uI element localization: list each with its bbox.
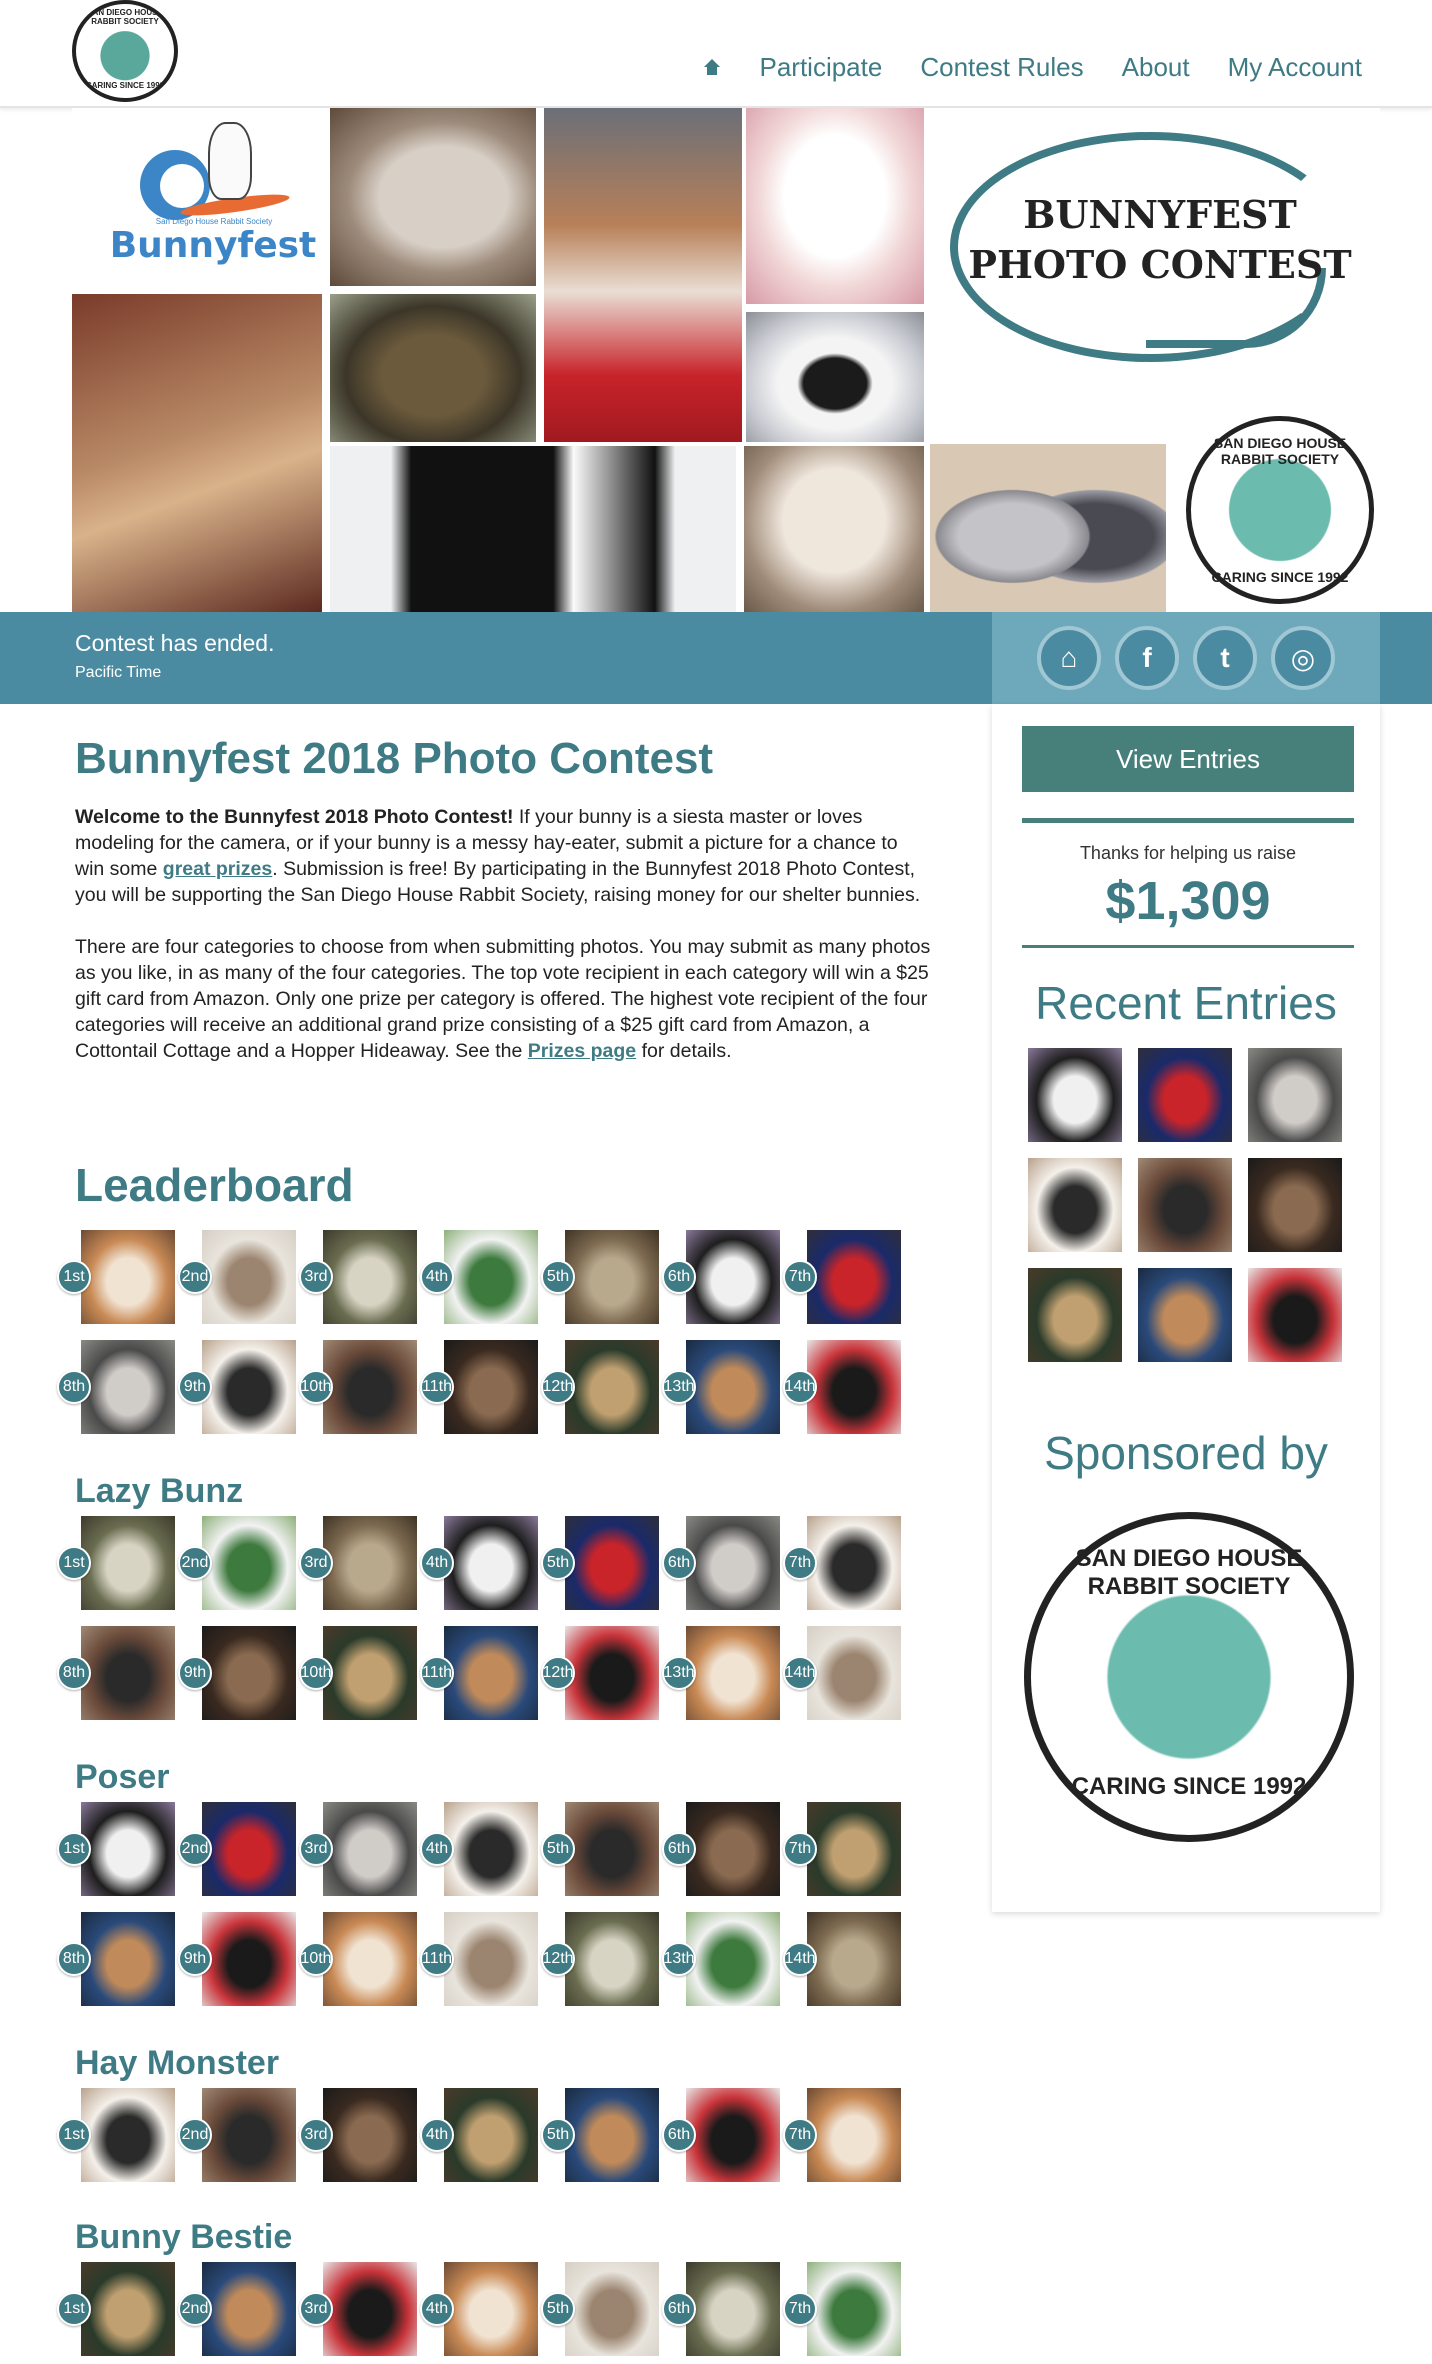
entry-thumbnail[interactable] [422,1340,538,1434]
rank-badge: 14th [783,1656,817,1690]
entry-thumbnail[interactable] [63,1516,175,1610]
social-links [992,612,1380,704]
category-grid-lazy-bunz [62,1516,935,1726]
rank-badge: 6th [662,2292,696,2326]
category-title-hay-monster[interactable]: Hay Monster [75,2044,280,2082]
entry-photo[interactable] [81,1626,175,1720]
entry-thumbnail[interactable] [300,1340,417,1434]
entry-thumbnail[interactable] [181,1516,296,1610]
rank-badge: 11th [420,1942,454,1976]
entry-thumbnail[interactable] [788,1230,901,1324]
entry-photo[interactable] [444,1912,538,2006]
rank-badge: 11th [420,1370,454,1404]
entry-photo[interactable] [444,2088,538,2182]
contest-status: Contest has ended. [75,630,275,656]
entry-photo[interactable] [807,1230,901,1324]
recent-entry-thumbnail[interactable] [1138,1048,1232,1142]
entry-thumbnail[interactable] [546,2262,659,2356]
entry-photo[interactable] [807,1802,901,1896]
home-icon[interactable] [703,59,721,77]
rank-badge: 14th [783,1370,817,1404]
home-icon[interactable]: ⌂ [1037,626,1101,690]
entry-photo[interactable] [807,2262,901,2356]
rank-badge: 2nd [178,2118,212,2152]
rank-badge: 3rd [299,1832,333,1866]
entry-photo[interactable] [323,1626,417,1720]
banner-photo [746,108,924,304]
leaderboard-title: Leaderboard [75,1159,354,1211]
rank-badge: 4th [420,2118,454,2152]
category-grid-bunny-bestie [63,2262,935,2362]
entry-photo[interactable] [323,2088,417,2182]
rank-badge: 2nd [178,1546,212,1580]
rank-badge: 9th [178,1942,212,1976]
entry-thumbnail[interactable] [546,1516,659,1610]
rank-badge: 1st [57,2118,91,2152]
intro-bold: Welcome to the Bunnyfest 2018 Photo Contest! [75,806,514,828]
rank-badge: 4th [420,1546,454,1580]
rank-badge: 11th [420,1656,454,1690]
nav-links [703,52,1362,83]
entry-photo[interactable] [81,2262,175,2356]
sidebar [992,704,1380,1912]
intro-text-2b: for details. [636,1040,732,1062]
rank-badge: 9th [178,1370,212,1404]
category-title-bunny-bestie[interactable]: Bunny Bestie [75,2218,293,2256]
sponsor-logo[interactable] [1024,1512,1354,1842]
rank-badge: 8th [57,1656,91,1690]
entry-photo[interactable] [323,1230,417,1324]
rank-badge: 7th [783,2118,817,2152]
rank-badge: 1st [57,1260,91,1294]
entry-photo[interactable] [202,1340,296,1434]
entry-photo[interactable] [565,1802,659,1896]
entry-thumbnail[interactable] [183,1626,296,1720]
recent-entry-thumbnail[interactable] [1138,1158,1232,1252]
entry-photo[interactable] [444,2262,538,2356]
rank-badge: 1st [57,1832,91,1866]
rank-badge: 10th [299,1370,333,1404]
rank-badge: 2nd [178,1260,212,1294]
entry-photo[interactable] [686,1516,780,1610]
sponsored-by-title: Sponsored by [1044,1427,1328,1479]
entry-photo[interactable] [444,1230,538,1324]
rank-badge: 2nd [178,1832,212,1866]
logo-top-text: SAN DIEGO HOUSE RABBIT SOCIETY [87,8,163,26]
banner-photo [744,446,924,612]
raise-text: Thanks for helping us raise [1079,843,1297,863]
nav-participate[interactable]: Participate [759,52,883,82]
banner-title-line2: PHOTO CONTEST [968,242,1352,287]
banner-collage [72,108,1380,613]
entry-thumbnail[interactable] [425,1230,538,1324]
rank-badge: 3rd [299,1546,333,1580]
entry-thumbnail[interactable] [784,1626,901,1720]
entry-photo[interactable] [444,1516,538,1610]
entry-photo[interactable] [807,1340,901,1434]
entry-thumbnail[interactable] [183,1340,296,1434]
entry-photo[interactable] [202,1516,296,1610]
rank-badge: 5th [541,1832,575,1866]
nav-about[interactable]: About [1121,52,1190,82]
entry-photo[interactable] [202,1912,296,2006]
entry-thumbnail[interactable] [663,1340,780,1434]
rank-badge: 10th [299,1942,333,1976]
recent-entry-thumbnail[interactable] [1248,1048,1342,1142]
entry-photo[interactable] [807,2088,901,2182]
entry-photo[interactable] [323,1802,417,1896]
rank-badge: 5th [541,2118,575,2152]
intro-paragraph-1 [75,804,931,908]
intro-paragraph-2 [75,934,931,1064]
entry-thumbnail[interactable] [62,1626,175,1720]
top-navbar [0,0,1432,108]
entry-photo[interactable] [323,1912,417,2006]
entry-photo[interactable] [81,1516,175,1610]
banner-title-line1: BUNNYFEST [1023,192,1297,237]
rank-badge: 13th [662,1370,696,1404]
sponsor-seal-top: SAN DIEGO HOUSE RABBIT SOCIETY [1075,1545,1303,1600]
category-title-poser[interactable]: Poser [75,1758,170,1796]
entry-thumbnail[interactable] [425,2088,538,2182]
entry-thumbnail[interactable] [546,2088,659,2182]
entry-thumbnail[interactable] [788,1802,901,1896]
entry-thumbnail[interactable] [788,1516,901,1610]
entry-thumbnail[interactable] [546,1802,659,1896]
recent-entry-thumbnail[interactable] [1028,1158,1122,1252]
nav-my-account[interactable]: My Account [1227,52,1362,82]
contest-status-bar [0,612,1432,704]
rank-badge: 2nd [178,2292,212,2326]
rank-badge: 8th [57,1370,91,1404]
rank-badge: 6th [662,1546,696,1580]
entry-photo[interactable] [807,1516,901,1610]
nav-contest-rules[interactable]: Contest Rules [920,52,1084,82]
recent-entries-title: Recent Entries [1035,977,1337,1029]
logo-bottom-text: CARING SINCE 1992 [85,81,165,90]
rank-badge: 7th [783,1546,817,1580]
rank-badge: 7th [783,1832,817,1866]
view-entries-button[interactable]: View Entries [1022,726,1354,792]
entry-thumbnail[interactable] [181,2088,296,2182]
entry-thumbnail[interactable] [784,1912,901,2006]
recent-entry-thumbnail[interactable] [1248,1158,1342,1252]
entry-photo[interactable] [202,1802,296,1896]
seal-top-text: SAN DIEGO HOUSE RABBIT SOCIETY [1213,435,1347,467]
banner-photo [72,294,322,612]
entry-photo[interactable] [686,1626,780,1720]
rank-badge: 1st [57,1546,91,1580]
rank-badge: 3rd [299,2118,333,2152]
bunnyfest-subtitle: San Diego House Rabbit Society [155,217,273,226]
rank-badge: 9th [178,1656,212,1690]
instagram-icon[interactable]: ◎ [1271,626,1335,690]
rank-badge: 14th [783,1942,817,1976]
recent-entries-grid [1028,1048,1348,1362]
bunny-icon [208,122,252,200]
entry-photo[interactable] [686,1230,780,1324]
entry-thumbnail[interactable] [304,1516,417,1610]
entry-photo[interactable] [81,1912,175,2006]
rank-badge: 4th [420,2292,454,2326]
rank-badge: 1st [57,2292,91,2326]
entry-thumbnail[interactable] [422,1626,538,1720]
society-seal [1186,416,1374,604]
rank-badge: 12th [541,1656,575,1690]
entry-thumbnail[interactable] [304,2088,417,2182]
entry-photo[interactable] [202,1230,296,1324]
intro-text-2a: There are four categories to choose from when submitting photos. You may submit as many photos as you like, in as many of the four categories. The top vote recipient in each category will win a $25 gift card from Amazon. Only one prize per category is offered. The highest vote recipient of the four categories will receive an additional grand prize consisting of a $25 gift card from Amazon, a Cottontail Cottage and a Hopper Hideaway. See the [75,936,931,1062]
fundraising-box [1022,818,1354,948]
entry-photo[interactable] [202,2088,296,2182]
rank-badge: 6th [662,1260,696,1294]
entry-photo[interactable] [565,1626,659,1720]
leaderboard-grid [62,1230,935,1440]
entry-thumbnail[interactable] [425,2262,538,2356]
entry-photo[interactable] [565,1340,659,1434]
entry-thumbnail[interactable] [788,2262,901,2356]
entry-photo[interactable] [686,1340,780,1434]
entry-thumbnail[interactable] [667,2262,780,2356]
entry-photo[interactable] [202,1626,296,1720]
category-grid-hay-monster [63,2088,935,2188]
prizes-page-link[interactable]: Prizes page [527,1040,637,1062]
site-logo[interactable] [72,0,178,102]
intro-text-1a: If your bunny is a siesta master or loves modeling for the camera, or if your bunny is a messy hay-eater, submit a picture for a chance to win some [75,806,898,880]
rank-badge: 8th [57,1942,91,1976]
entry-thumbnail[interactable] [663,1912,780,2006]
rank-badge: 6th [662,2118,696,2152]
entry-photo[interactable] [323,1516,417,1610]
entry-thumbnail[interactable] [304,1230,417,1324]
entry-thumbnail[interactable] [300,1912,417,2006]
contest-intro [75,804,931,1090]
entry-thumbnail[interactable] [667,2088,780,2182]
seal-bottom-text: CARING SINCE 1992 [1211,569,1349,585]
recent-entry-thumbnail[interactable] [1248,1268,1342,1362]
banner-photo [330,108,536,286]
entry-thumbnail[interactable] [663,1626,780,1720]
entry-thumbnail[interactable] [667,1230,780,1324]
entry-thumbnail[interactable] [667,1802,780,1896]
entry-thumbnail[interactable] [181,1802,296,1896]
entry-thumbnail[interactable] [667,1516,780,1610]
entry-photo[interactable] [807,1912,901,2006]
entry-thumbnail[interactable] [181,1230,296,1324]
entry-thumbnail[interactable] [542,1626,659,1720]
entry-photo[interactable] [565,1230,659,1324]
entry-photo[interactable] [81,1802,175,1896]
entry-thumbnail[interactable] [62,1912,175,2006]
rank-badge: 12th [541,1370,575,1404]
entry-thumbnail[interactable] [542,1340,659,1434]
recent-entry-thumbnail[interactable] [1028,1268,1122,1362]
entry-photo[interactable] [444,1802,538,1896]
entry-photo[interactable] [686,1912,780,2006]
entry-photo[interactable] [565,1912,659,2006]
entry-thumbnail[interactable] [63,1802,175,1896]
rank-badge: 10th [299,1656,333,1690]
great-prizes-link[interactable]: great prizes [162,858,273,880]
rank-badge: 4th [420,1832,454,1866]
banner-photo [330,294,536,442]
entry-thumbnail[interactable] [181,2262,296,2356]
entry-photo[interactable] [323,1340,417,1434]
entry-thumbnail[interactable] [183,1912,296,2006]
intro-text-1b: . Submission is free! By participating in the Bunnyfest 2018 Photo Contest, you will be supporting the San Diego House Rabbit Society, raising money for our shelter bunnies. [75,858,921,906]
entry-thumbnail[interactable] [63,2088,175,2182]
banner-photo [746,312,924,442]
page-title: Bunnyfest 2018 Photo Contest [75,734,714,783]
timezone-label: Pacific Time [75,664,162,681]
twitter-icon[interactable]: t [1193,626,1257,690]
entry-photo[interactable] [686,2262,780,2356]
entry-thumbnail[interactable] [304,1802,417,1896]
entry-thumbnail[interactable] [542,1912,659,2006]
entry-photo[interactable] [686,1802,780,1896]
entry-thumbnail[interactable] [425,1802,538,1896]
rank-badge: 3rd [299,1260,333,1294]
rank-badge: 3rd [299,2292,333,2326]
rank-badge: 7th [783,2292,817,2326]
entry-photo[interactable] [444,1340,538,1434]
entry-thumbnail[interactable] [546,1230,659,1324]
bunnyfest-logo [104,112,324,284]
entry-photo[interactable] [81,1340,175,1434]
entry-thumbnail[interactable] [300,1626,417,1720]
rank-badge: 6th [662,1832,696,1866]
entry-thumbnail[interactable] [784,1340,901,1434]
entry-photo[interactable] [565,2088,659,2182]
rank-badge: 5th [541,2292,575,2326]
rank-badge: 5th [541,1546,575,1580]
bunnyfest-wordmark: Bunnyfest [109,225,317,266]
entry-photo[interactable] [444,1626,538,1720]
entry-photo[interactable] [565,1516,659,1610]
rank-badge: 5th [541,1260,575,1294]
recent-entry-thumbnail[interactable] [1138,1268,1232,1362]
entry-thumbnail[interactable] [63,2262,175,2356]
rank-badge: 13th [662,1656,696,1690]
entry-photo[interactable] [81,1230,175,1324]
entry-thumbnail[interactable] [62,1340,175,1434]
category-grid-poser [62,1802,935,2012]
entry-thumbnail[interactable] [788,2088,901,2182]
rank-badge: 12th [541,1942,575,1976]
raise-amount: $1,309 [1105,871,1271,931]
recent-entry-thumbnail[interactable] [1028,1048,1122,1142]
entry-thumbnail[interactable] [304,2262,417,2356]
entry-thumbnail[interactable] [425,1516,538,1610]
entry-photo[interactable] [202,2262,296,2356]
banner-photo [330,446,736,612]
entry-photo[interactable] [565,2262,659,2356]
entry-photo[interactable] [81,2088,175,2182]
rank-badge: 13th [662,1942,696,1976]
entry-photo[interactable] [807,1626,901,1720]
entry-photo[interactable] [323,2262,417,2356]
sponsor-seal-bottom: CARING SINCE 1992 [1071,1773,1307,1800]
category-title-lazy-bunz[interactable]: Lazy Bunz [75,1472,244,1510]
facebook-icon[interactable]: f [1115,626,1179,690]
entry-photo[interactable] [686,2088,780,2182]
banner-photo [544,108,742,442]
entry-thumbnail[interactable] [63,1230,175,1324]
rank-badge: 4th [420,1260,454,1294]
rank-badge: 7th [783,1260,817,1294]
entry-thumbnail[interactable] [422,1912,538,2006]
